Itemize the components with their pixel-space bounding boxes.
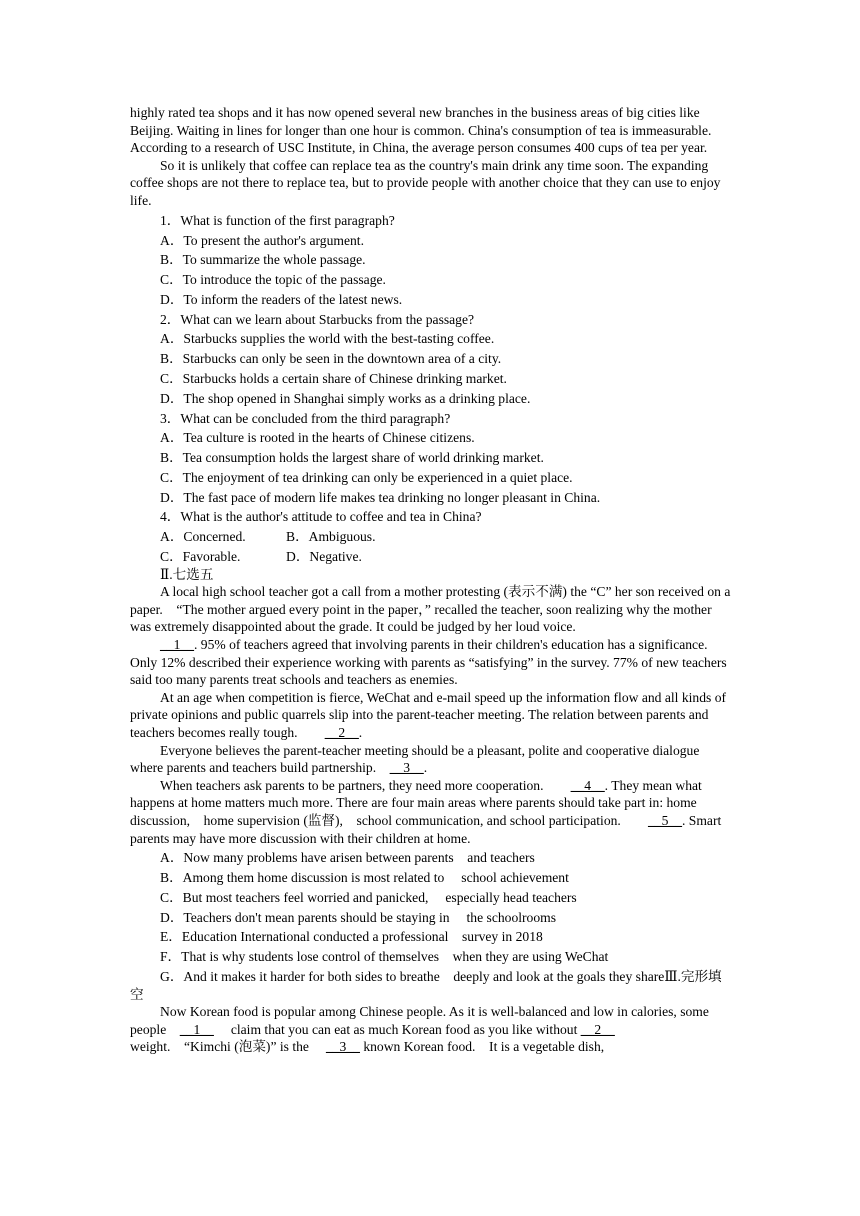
section-heading: Ⅱ.七选五: [160, 566, 214, 582]
question-option: B．Starbucks can only be seen in the downtown area of a city.: [160, 351, 502, 367]
question-option: D．The shop opened in Shanghai simply works as a drinking place.: [160, 390, 531, 406]
passage-paragraph: highly rated tea shops and it has now opened several new branches in the business areas of big cities like Beijing. Waiting in lines for longer than one hour is common. China's consumption of tea is immeasurable. According to a research of USC Institute, in China, the average person consumes 400 cups of tea per year.: [130, 105, 712, 156]
passage-paragraph: When teachers ask parents to be partners, they need more cooperation. __4__. They mean what happens at home matters much more. There are four main areas where parents should take part in: home discussion, home supervision (监督), school communication, and school participation. __5__. Smart parents may have more discussion with their children at home.: [130, 777, 722, 846]
question-option: C．Starbucks holds a certain share of Chinese drinking market.: [160, 371, 507, 386]
document-page: [130, 104, 732, 1056]
question-option: B．Tea consumption holds the largest share of world drinking market.: [160, 450, 544, 466]
question-option: B．Ambiguous.: [286, 529, 376, 545]
choice-option: G．And it makes it harder for both sides to breathe deeply and look at the goals they shareⅢ.完形填空: [130, 969, 722, 1002]
question-option: A．To present the author's argument.: [160, 232, 364, 248]
answer-blank: __3__: [325, 1039, 360, 1055]
question-option: C．To introduce the topic of the passage.: [160, 272, 386, 288]
answer-blank: __2__: [324, 724, 359, 740]
question-option: D．To inform the readers of the latest news.: [160, 291, 403, 307]
section-heading: Ⅲ.完形填空: [130, 969, 722, 1002]
answer-blank: __3__: [389, 760, 424, 776]
question-option: D．The fast pace of modern life makes tea drinking no longer pleasant in China.: [160, 489, 601, 505]
answer-blank: __5__: [648, 812, 682, 828]
question-option: A．Starbucks supplies the world with the best-tasting coffee.: [160, 331, 495, 347]
question-stem: 3．What can be concluded from the third paragraph?: [160, 410, 451, 426]
question-option: A．Concerned.: [160, 529, 246, 545]
question-option: C．Favorable.: [160, 549, 241, 565]
question-stem: 1．What is function of the first paragraph?: [160, 212, 395, 228]
passage-paragraph: At an age when competition is fierce, WeChat and e-mail speed up the information flow and all kinds of private opinions and public quarrels slip into the parent-teacher meeting. The relation between parents and teachers becomes really tough. __2__.: [130, 689, 727, 740]
question-option: D．Negative.: [286, 549, 362, 565]
question-option: B．To summarize the whole passage.: [160, 252, 366, 268]
option-row: [130, 528, 732, 546]
answer-blank: __4__: [570, 777, 605, 793]
answer-blank: __2__: [580, 1021, 615, 1037]
question-stem: 4．What is the author's attitude to coffee and tea in China?: [160, 509, 482, 525]
option-row: [130, 548, 732, 566]
passage-paragraph: Everyone believes the parent-teacher meeting should be a pleasant, polite and cooperative dialogue where parents and teachers build partnership. __3__.: [130, 742, 700, 776]
passage-paragraph: A local high school teacher got a call from a mother protesting (表示不满) the “C” her son received on a paper. “The mother argued every point in the paper，” recalled the teacher, soon realizing why the mother was extremely disappointed about the grade. It could be judged by her loud voice.: [130, 584, 731, 635]
choice-option: D．Teachers don't mean parents should be staying in the schoolrooms: [160, 909, 557, 925]
choice-option: B．Among them home discussion is most related to school achievement: [160, 870, 569, 886]
choice-option: C．But most teachers feel worried and panicked, especially head teachers: [160, 889, 577, 905]
choice-option: A．Now many problems have arisen between parents and teachers: [160, 850, 535, 866]
passage-paragraph: __1__. 95% of teachers agreed that involving parents in their children's education has a significance. Only 12% described their experience working with parents as “satisfying” in the survey. 77% of new teachers said too many parents treat schools and teachers as enemies.: [130, 637, 727, 688]
passage-paragraph: So it is unlikely that coffee can replace tea as the country's main drink any time soon. The expanding coffee shops are not there to replace tea, but to provide people with another choice that they can use to enjoy life.: [130, 157, 721, 208]
choice-option: F．That is why students lose control of themselves when they are using WeChat: [160, 949, 609, 965]
choice-option: E．Education International conducted a professional survey in 2018: [160, 929, 543, 945]
answer-blank: __1__: [160, 637, 194, 652]
question-option: A．Tea culture is rooted in the hearts of Chinese citizens.: [160, 430, 475, 446]
passage-paragraph: Now Korean food is popular among Chinese people. As it is well-balanced and low in calories, some people __1__ claim that you can eat as much Korean food as you like without __2__ weight. “Kimchi (泡菜)” is the __3__ known Korean food. It is a vegetable dish,: [130, 1004, 709, 1055]
question-stem: 2．What can we learn about Starbucks from the passage?: [160, 311, 475, 327]
question-option: C．The enjoyment of tea drinking can only be experienced in a quiet place.: [160, 469, 573, 485]
answer-blank: __1__: [179, 1021, 214, 1037]
